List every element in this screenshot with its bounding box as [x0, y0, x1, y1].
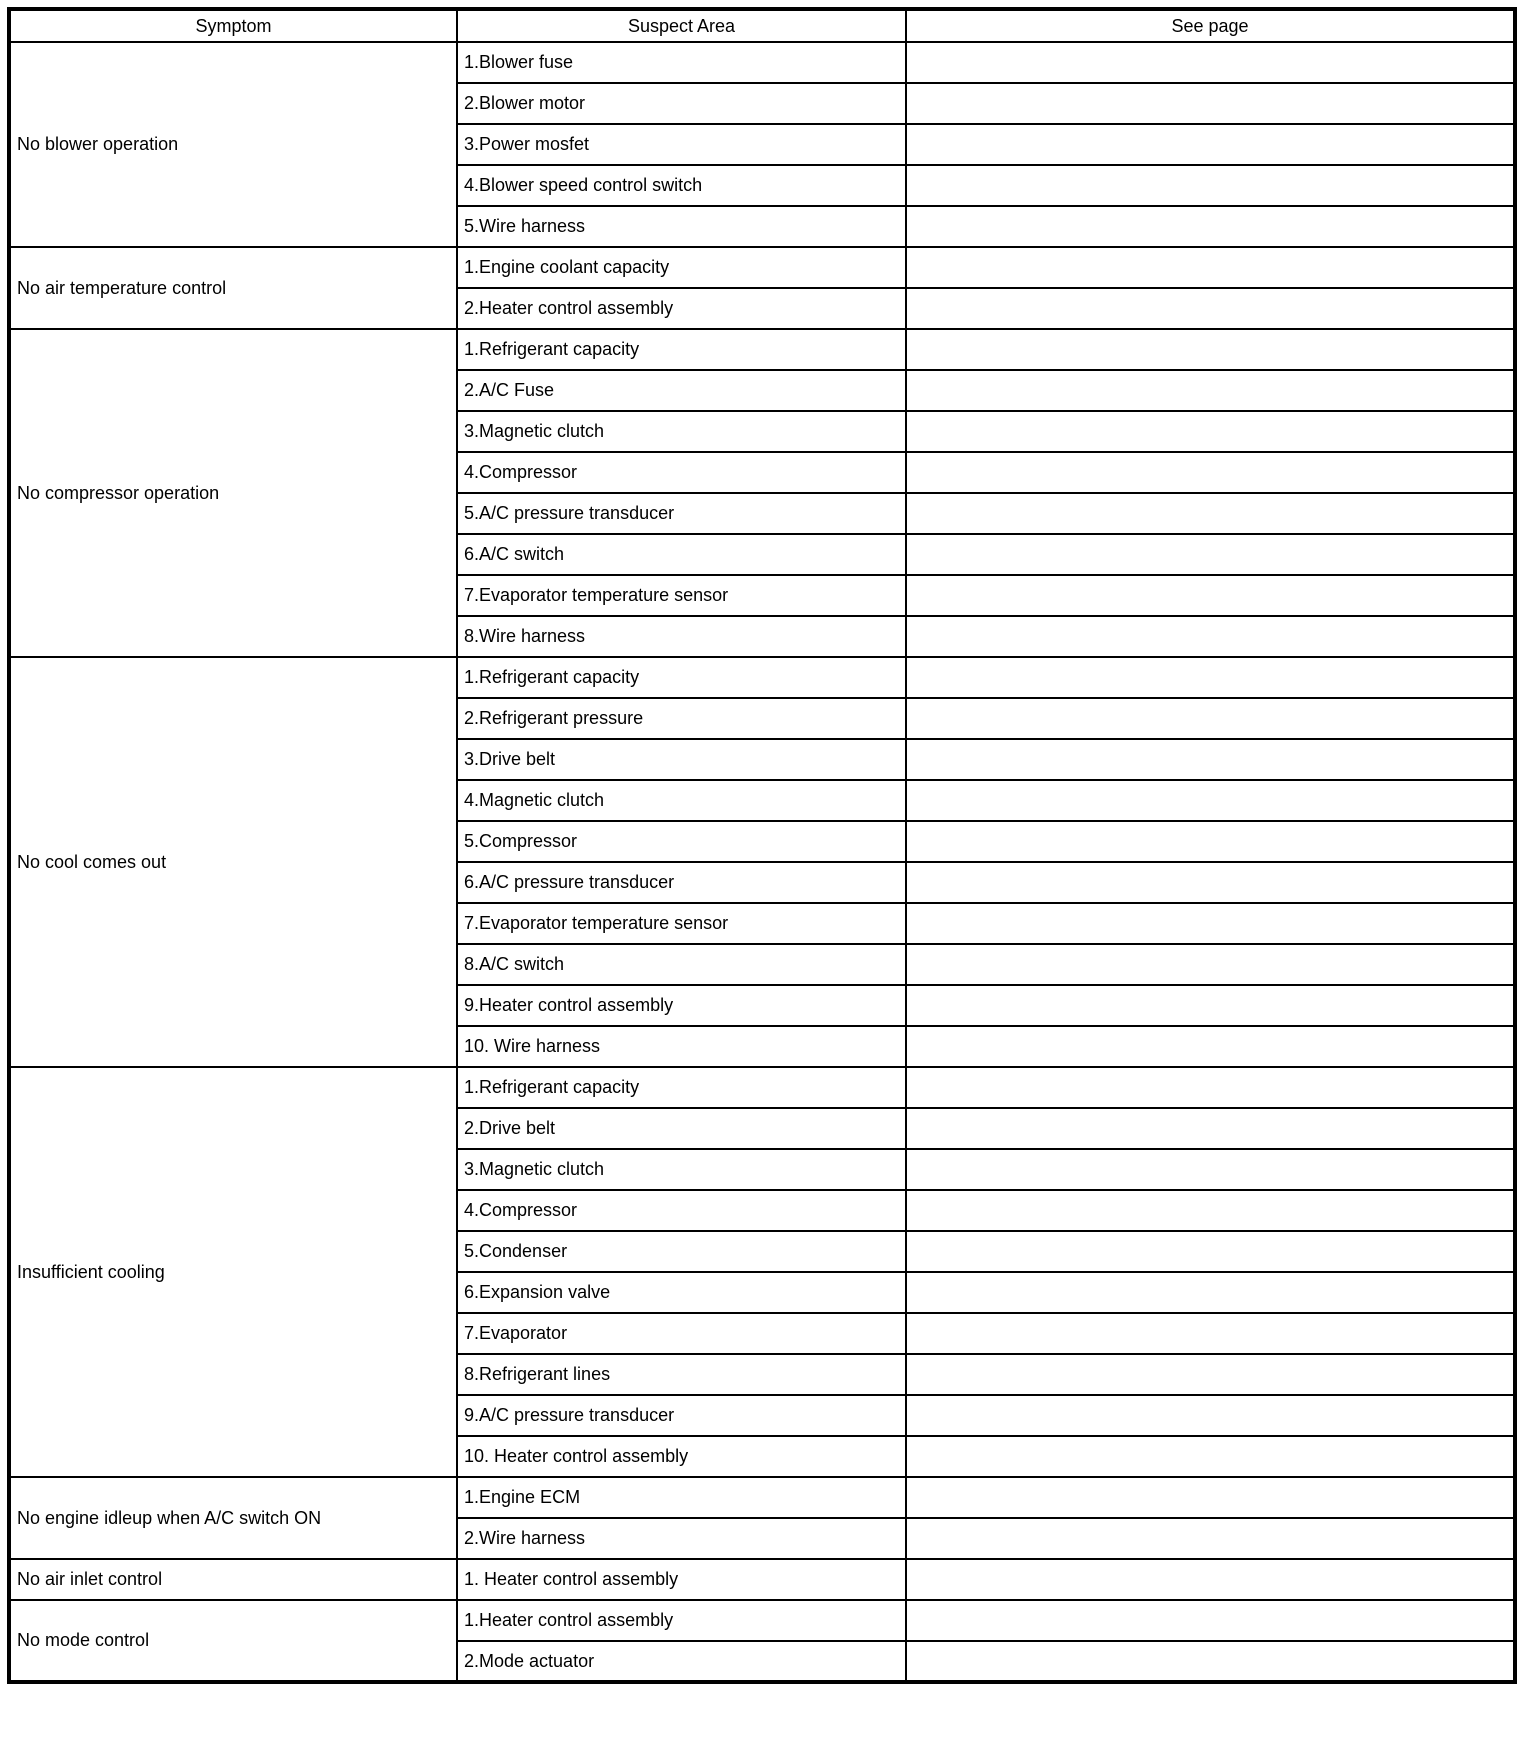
suspect-cell: 3.Magnetic clutch: [457, 1149, 906, 1190]
see-page-cell: [906, 124, 1515, 165]
suspect-cell: 1.Engine ECM: [457, 1477, 906, 1518]
suspect-cell: 8.Wire harness: [457, 616, 906, 657]
see-page-cell: [906, 903, 1515, 944]
suspect-cell: 1. Heater control assembly: [457, 1559, 906, 1600]
suspect-cell: 5.Compressor: [457, 821, 906, 862]
suspect-area-header: Suspect Area: [457, 9, 906, 42]
see-page-cell: [906, 1272, 1515, 1313]
table-row: [9, 1067, 1515, 1108]
symptom-cell: Insufficient cooling: [9, 1067, 457, 1477]
see-page-cell: [906, 944, 1515, 985]
see-page-cell: [906, 1559, 1515, 1600]
suspect-cell: 4.Compressor: [457, 1190, 906, 1231]
see-page-cell: [906, 247, 1515, 288]
see-page-cell: [906, 42, 1515, 83]
see-page-cell: [906, 206, 1515, 247]
suspect-cell: 8.Refrigerant lines: [457, 1354, 906, 1395]
see-page-cell: [906, 657, 1515, 698]
table-row: [9, 1600, 1515, 1641]
suspect-cell: 4.Magnetic clutch: [457, 780, 906, 821]
symptom-cell: No engine idleup when A/C switch ON: [9, 1477, 457, 1559]
suspect-cell: 3.Drive belt: [457, 739, 906, 780]
see-page-cell: [906, 288, 1515, 329]
suspect-cell: 4.Blower speed control switch: [457, 165, 906, 206]
suspect-cell: 7.Evaporator temperature sensor: [457, 575, 906, 616]
symptom-cell: No air temperature control: [9, 247, 457, 329]
suspect-cell: 3.Power mosfet: [457, 124, 906, 165]
suspect-cell: 2.Heater control assembly: [457, 288, 906, 329]
see-page-cell: [906, 1477, 1515, 1518]
see-page-cell: [906, 1395, 1515, 1436]
suspect-cell: 5.Wire harness: [457, 206, 906, 247]
table-row: [9, 329, 1515, 370]
see-page-cell: [906, 1190, 1515, 1231]
see-page-cell: [906, 1354, 1515, 1395]
see-page-cell: [906, 534, 1515, 575]
see-page-cell: [906, 1108, 1515, 1149]
suspect-cell: 7.Evaporator temperature sensor: [457, 903, 906, 944]
see-page-cell: [906, 862, 1515, 903]
see-page-cell: [906, 1026, 1515, 1067]
table-row: [9, 1477, 1515, 1518]
see-page-cell: [906, 1231, 1515, 1272]
see-page-cell: [906, 616, 1515, 657]
see-page-cell: [906, 370, 1515, 411]
suspect-cell: 2.Wire harness: [457, 1518, 906, 1559]
table-row: [9, 42, 1515, 83]
see-page-cell: [906, 411, 1515, 452]
suspect-cell: 2.Refrigerant pressure: [457, 698, 906, 739]
symptom-cell: No compressor operation: [9, 329, 457, 657]
suspect-cell: 1.Engine coolant capacity: [457, 247, 906, 288]
symptom-cell: No mode control: [9, 1600, 457, 1682]
see-page-cell: [906, 452, 1515, 493]
see-page-cell: [906, 83, 1515, 124]
see-page-cell: [906, 1518, 1515, 1559]
suspect-cell: 1.Refrigerant capacity: [457, 1067, 906, 1108]
suspect-cell: 9.Heater control assembly: [457, 985, 906, 1026]
suspect-cell: 6.Expansion valve: [457, 1272, 906, 1313]
suspect-cell: 10. Heater control assembly: [457, 1436, 906, 1477]
see-page-cell: [906, 985, 1515, 1026]
suspect-cell: 2.A/C Fuse: [457, 370, 906, 411]
suspect-cell: 6.A/C pressure transducer: [457, 862, 906, 903]
table-body: [9, 42, 1515, 1682]
suspect-cell: 2.Drive belt: [457, 1108, 906, 1149]
suspect-cell: 1.Blower fuse: [457, 42, 906, 83]
see-page-cell: [906, 1313, 1515, 1354]
see-page-cell: [906, 1641, 1515, 1682]
see-page-cell: [906, 821, 1515, 862]
see-page-cell: [906, 493, 1515, 534]
see-page-cell: [906, 739, 1515, 780]
table-row: [9, 1559, 1515, 1600]
symptom-troubleshooting-table: [7, 7, 1517, 1684]
symptom-header: Symptom: [9, 9, 457, 42]
suspect-cell: 1.Refrigerant capacity: [457, 329, 906, 370]
symptom-cell: No air inlet control: [9, 1559, 457, 1600]
symptom-cell: No cool comes out: [9, 657, 457, 1067]
see-page-cell: [906, 1600, 1515, 1641]
table-row: [9, 247, 1515, 288]
suspect-cell: 9.A/C pressure transducer: [457, 1395, 906, 1436]
suspect-cell: 1.Heater control assembly: [457, 1600, 906, 1641]
suspect-cell: 8.A/C switch: [457, 944, 906, 985]
see-page-cell: [906, 698, 1515, 739]
suspect-cell: 1.Refrigerant capacity: [457, 657, 906, 698]
table-row: [9, 657, 1515, 698]
see-page-cell: [906, 1436, 1515, 1477]
suspect-cell: 4.Compressor: [457, 452, 906, 493]
suspect-cell: 10. Wire harness: [457, 1026, 906, 1067]
suspect-cell: 6.A/C switch: [457, 534, 906, 575]
see-page-cell: [906, 1149, 1515, 1190]
symptom-cell: No blower operation: [9, 42, 457, 247]
suspect-cell: 7.Evaporator: [457, 1313, 906, 1354]
header-row: [9, 9, 1515, 42]
see-page-cell: [906, 165, 1515, 206]
see-page-cell: [906, 1067, 1515, 1108]
suspect-cell: 3.Magnetic clutch: [457, 411, 906, 452]
suspect-cell: 5.A/C pressure transducer: [457, 493, 906, 534]
suspect-cell: 2.Mode actuator: [457, 1641, 906, 1682]
see-page-cell: [906, 329, 1515, 370]
suspect-cell: 2.Blower motor: [457, 83, 906, 124]
suspect-cell: 5.Condenser: [457, 1231, 906, 1272]
see-page-cell: [906, 575, 1515, 616]
see-page-header: See page: [906, 9, 1515, 42]
see-page-cell: [906, 780, 1515, 821]
